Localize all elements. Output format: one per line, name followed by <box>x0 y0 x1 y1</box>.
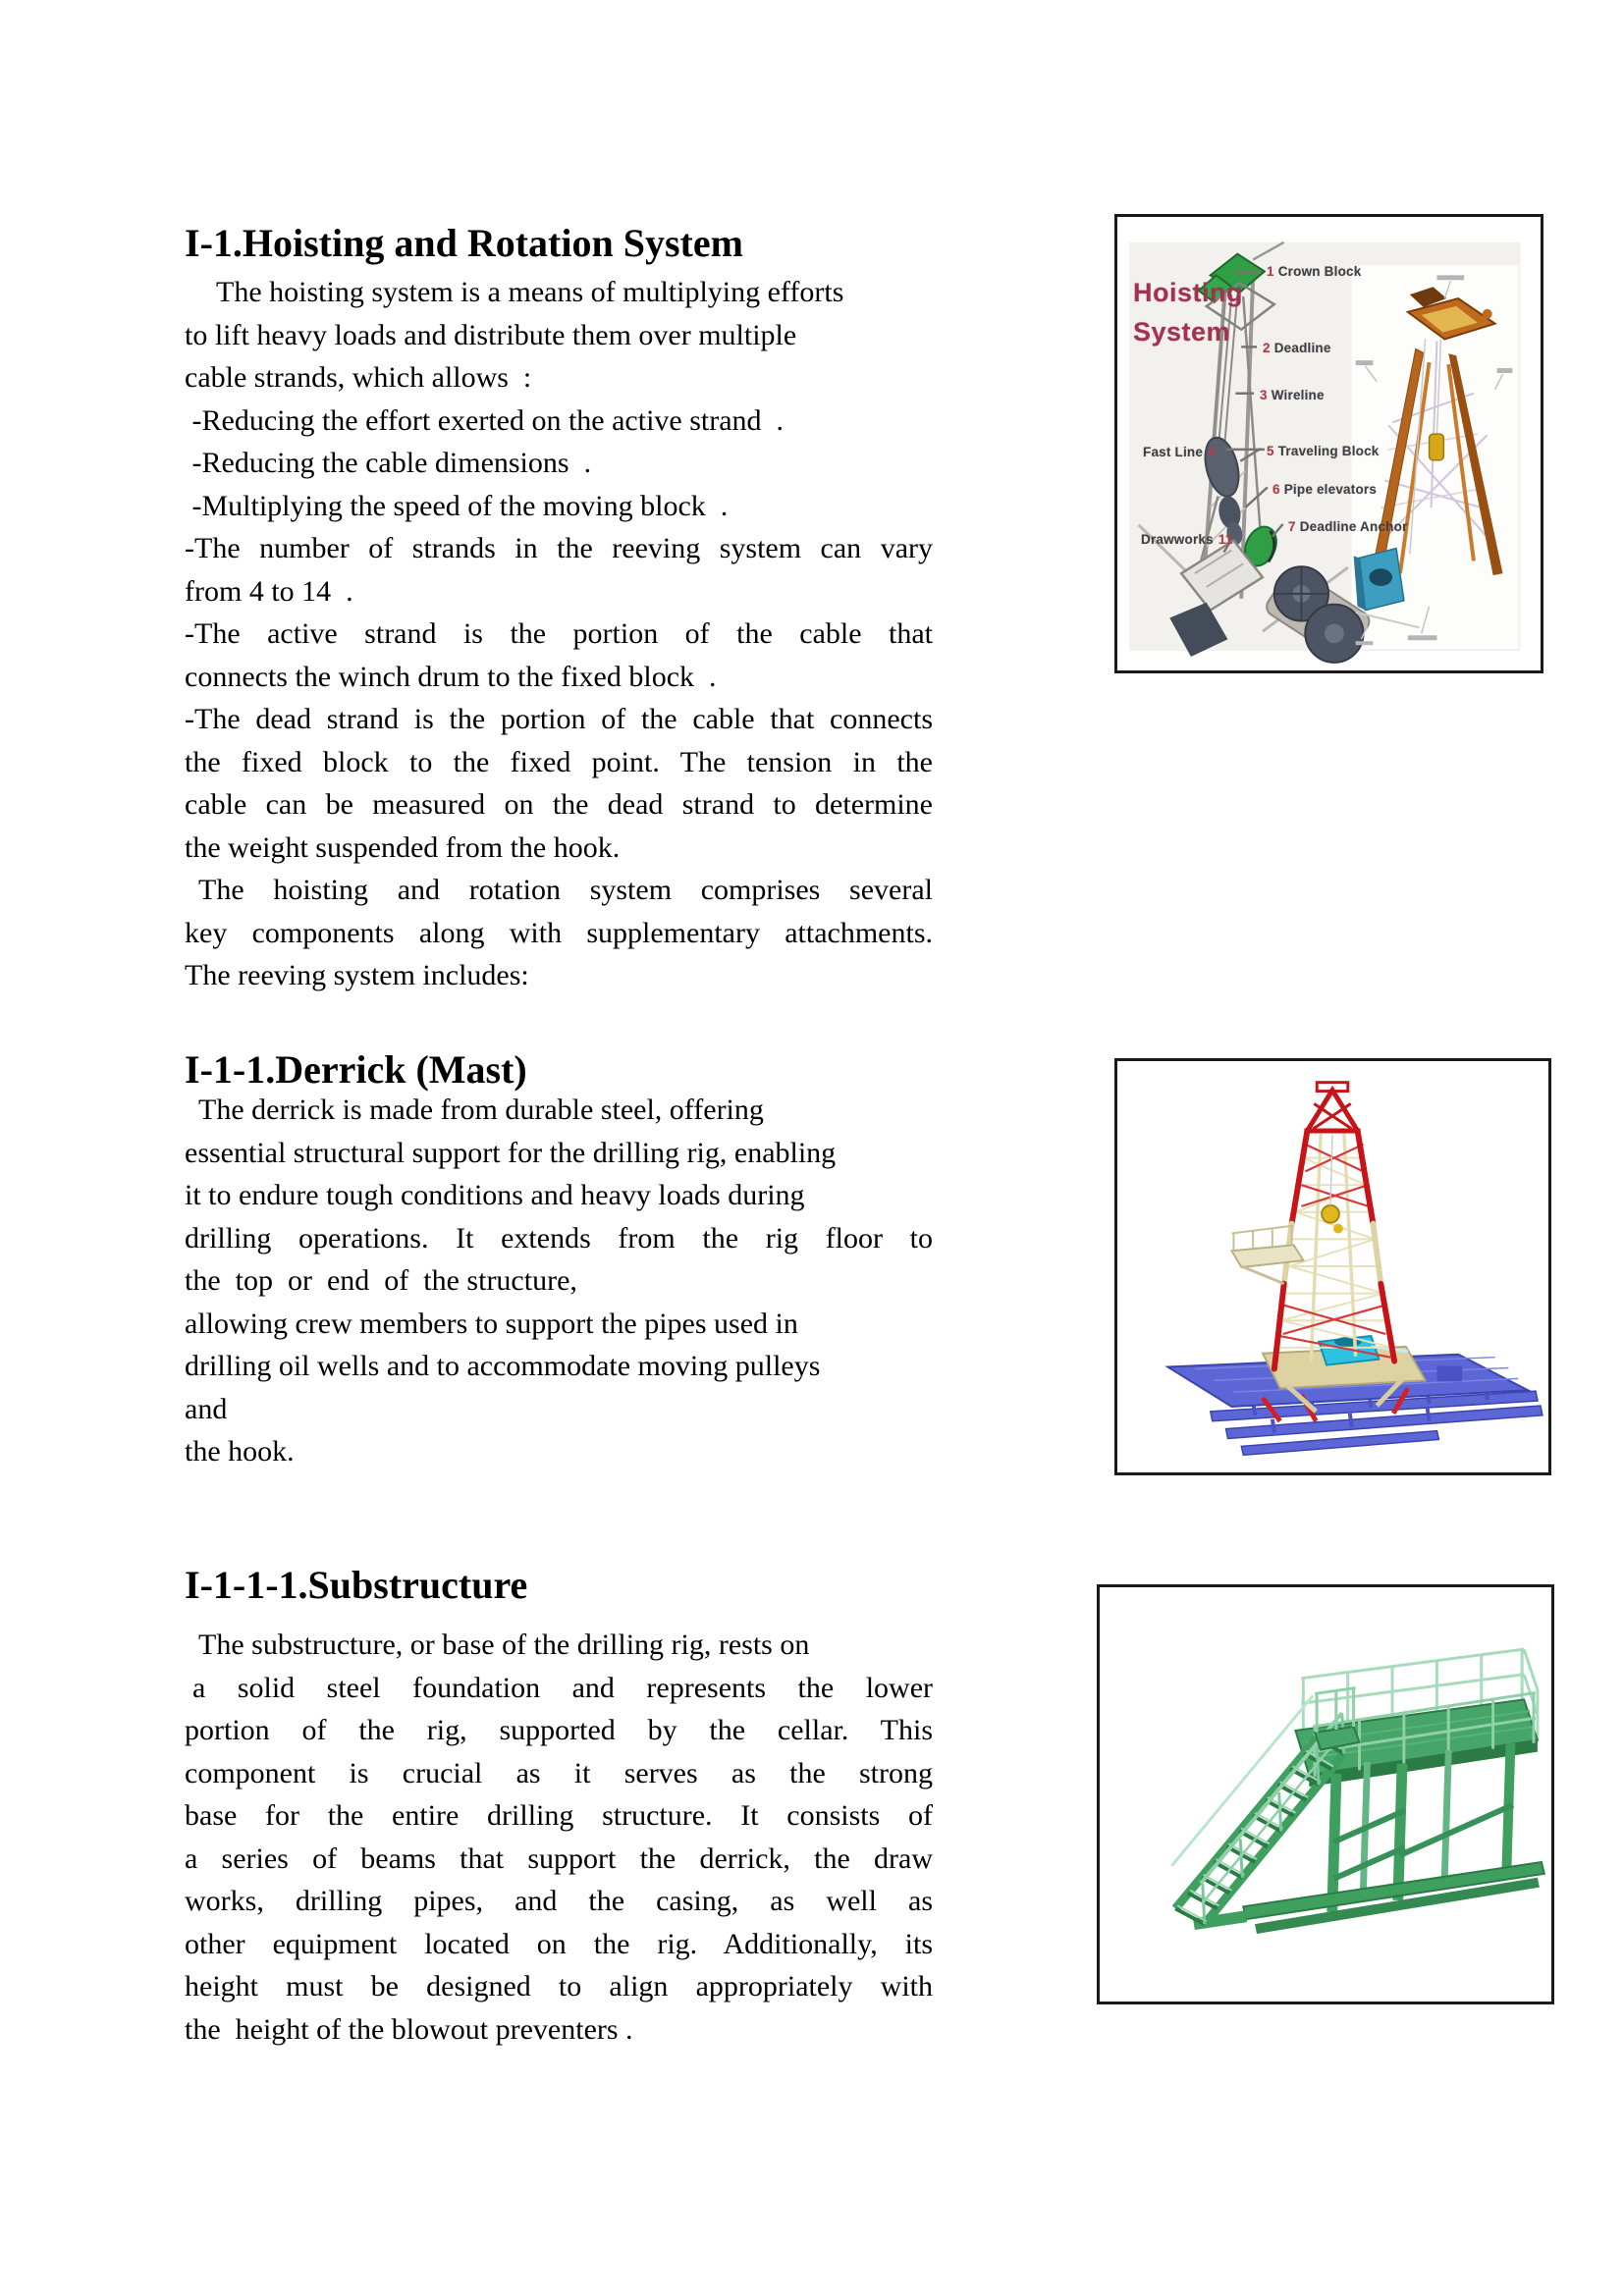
figure-label-traveling-block <box>1267 444 1380 458</box>
label-number: 5 <box>1267 444 1274 458</box>
text-line: -The active strand is the portion of the cable that <box>185 617 933 650</box>
text-line: The substructure, or base of the drilling rig, rests on <box>198 1629 810 1661</box>
fig1-title-line2: System <box>1133 317 1231 347</box>
label-text: Crown Block <box>1277 264 1362 279</box>
text-line: The reeving system includes: <box>185 959 529 991</box>
section-title-hoisting: I-1.Hoisting and Rotation System <box>185 220 743 265</box>
text-line: from 4 to 14 . <box>185 574 353 608</box>
text-line: cable can be measured on the dead strand to determine <box>185 788 933 821</box>
label-number: 2 <box>1263 341 1271 355</box>
substructure-graphic <box>1100 1587 1551 2002</box>
text-line: drilling operations. It extends from the rig floor to <box>185 1221 933 1255</box>
figure-label-crown-block <box>1267 264 1361 279</box>
text-line: and <box>185 1392 228 1425</box>
text-line: The hoisting system is a means of multiplying efforts <box>216 276 844 308</box>
label-text: Deadline <box>1273 341 1331 355</box>
label-text: Deadline Anchor <box>1299 519 1408 534</box>
text-line: drilling oil wells and to accommodate moving pulleys <box>185 1350 821 1382</box>
text-line: it to endure tough conditions and heavy loads during <box>185 1179 805 1211</box>
text-line: the hook. <box>185 1435 295 1468</box>
text-line: component is crucial as it serves as the strong <box>185 1756 933 1789</box>
label-text: Traveling Block <box>1277 444 1380 458</box>
text-line: -The number of strands in the reeving system can vary <box>185 532 933 564</box>
text-line: other equipment located on the rig. Additionally, its <box>185 1927 933 1960</box>
text-line: the weight suspended from the hook. <box>185 830 621 864</box>
text-line: the height of the blowout preventers . <box>185 2012 633 2046</box>
label-text: Wireline <box>1271 388 1325 402</box>
fig1-title-line1: Hoisting <box>1133 278 1243 307</box>
text-line: the fixed block to the fixed point. The tension in the <box>185 745 933 778</box>
text-line: The derrick is made from durable steel, offering <box>198 1094 764 1126</box>
text-line: works, drilling pipes, and the casing, as well as <box>185 1885 933 1917</box>
label-number: 3 <box>1260 388 1268 402</box>
text-line: essential structural support for the drilling rig, enabling <box>185 1136 837 1169</box>
text-line: key components along with supplementary attachments. <box>185 916 933 949</box>
section-title-substructure: I-1-1-1.Substructure <box>185 1563 528 1608</box>
text-line: -The dead strand is the portion of the cable that connects <box>185 703 933 735</box>
label-text: Fast Line <box>1143 445 1204 459</box>
text-line: connects the winch drum to the fixed block . <box>185 660 717 693</box>
label-number: 6 <box>1272 482 1280 497</box>
text-line: a series of beams that support the derrick, the draw <box>185 1842 933 1875</box>
label-number: 1 <box>1267 264 1274 279</box>
label-number: 11 <box>1218 532 1233 547</box>
text-line: portion of the rig, supported by the cellar. This <box>185 1714 933 1746</box>
derrick-graphic <box>1117 1061 1548 1472</box>
section-title-derrick: I-1-1.Derrick (Mast) <box>185 1047 527 1093</box>
label-text: Drawworks <box>1141 532 1214 547</box>
text-line: base for the entire drilling structure. It consists of <box>185 1799 933 1832</box>
text-line: The hoisting and rotation system comprises several <box>198 874 933 906</box>
text-line: -Reducing the cable dimensions . <box>185 447 592 479</box>
text-line: a solid steel foundation and represents the lower <box>192 1671 933 1704</box>
label-number: 4 <box>1208 445 1216 459</box>
paragraph-hoisting-intro <box>185 271 933 997</box>
paragraph-substructure <box>185 1624 933 2051</box>
figure-label-deadline <box>1263 341 1331 355</box>
text-line: allowing crew members to support the pipes used in <box>185 1307 798 1340</box>
text-line: -Multiplying the speed of the moving block . <box>185 489 729 522</box>
figure-label-wireline <box>1260 388 1325 402</box>
figure-hoisting-system <box>1114 214 1543 673</box>
text-line: -Reducing the effort exerted on the active strand . <box>185 403 785 437</box>
label-text: Pipe elevators <box>1283 482 1378 497</box>
figure-label-pipe-elevators <box>1272 482 1377 497</box>
text-line: to lift heavy loads and distribute them over multiple <box>185 318 797 351</box>
figure-label-drawworks <box>1141 532 1233 547</box>
text-line: height must be designed to align appropriately with <box>185 1970 933 2002</box>
label-number: 7 <box>1288 519 1296 534</box>
text-line: the top or end of the structure, <box>185 1264 577 1297</box>
text-line: cable strands, which allows : <box>185 361 532 394</box>
figure-label-deadline-anchor <box>1288 519 1408 534</box>
figure-derrick <box>1114 1058 1551 1475</box>
paragraph-derrick <box>185 1089 933 1473</box>
figure-substructure <box>1097 1584 1554 2004</box>
figure-label-fast-line <box>1143 445 1216 459</box>
